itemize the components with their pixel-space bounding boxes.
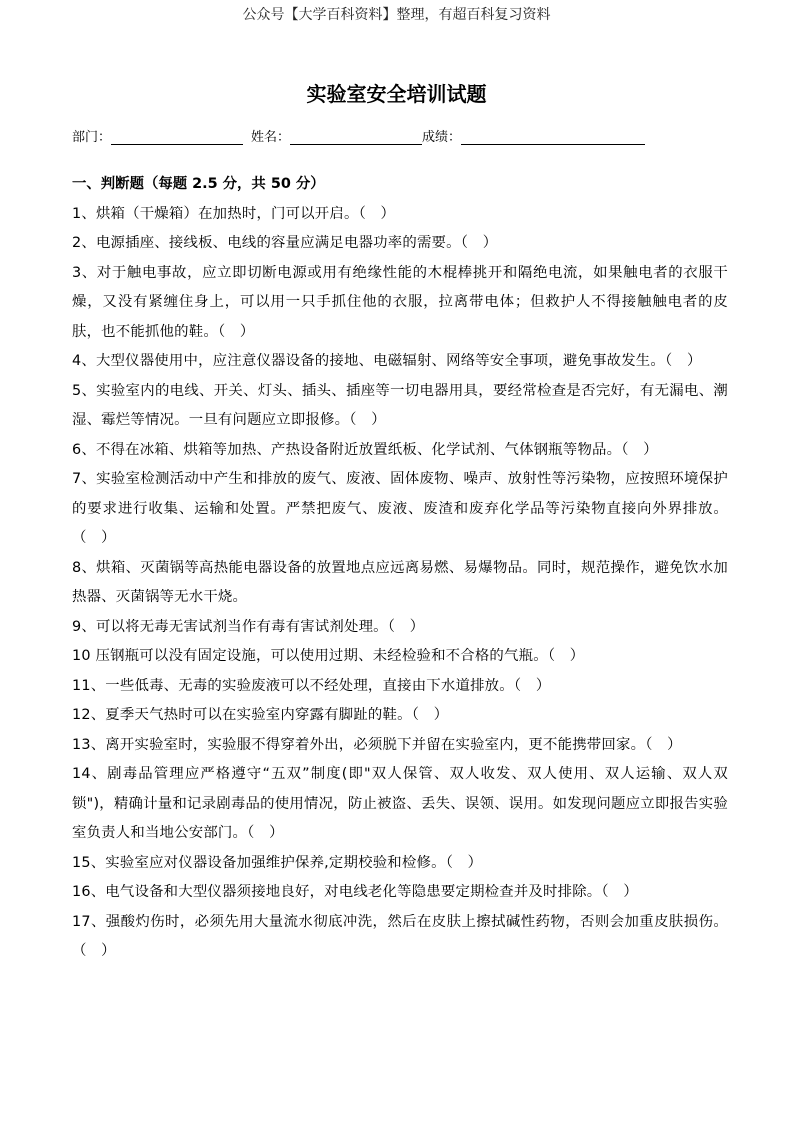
score-field[interactable] — [461, 128, 645, 145]
question-item: 14、剧毒品管理应严格遵守“五双”制度(即"双人保管、双人收发、双人使用、双人运输、双人双锁")，精确计量和记录剧毒品的使用情况，防止被盗、丢失、误领、误用。如发现问题应立即报告实验室负责人和当地公安部门。（ ） — [72, 766, 728, 841]
question-item: 1、烘箱（干燥箱）在加热时，门可以开启。（ ） — [72, 205, 396, 222]
question-item: 3、对于触电事故，应立即切断电源或用有绝缘性能的木棍棒挑开和隔绝电流，如果触电者的衣服干燥，又没有紧缠住身上，可以用一只手抓住他的衣服，拉离带电体；但救护人不得接触触电者的皮肤，也不能抓他的鞋。（ ） — [72, 264, 728, 340]
question-item: 16、电气设备和大型仪器须接地良好，对电线老化等隐患要定期检查并及时排除。（ ） — [72, 884, 638, 900]
header-note: 公众号【大学百科资料】整理，有超百科复习资料 — [242, 7, 551, 23]
department-field[interactable] — [111, 128, 243, 145]
department-label: 部门： — [72, 130, 112, 145]
question-item: 4、大型仪器使用中，应注意仪器设备的接地、电磁辐射、网络等安全事项，避免事故发生。（ ） — [72, 353, 702, 369]
question-item: 9、可以将无毒无害试剂当作有毒有害试剂处理。（ ） — [72, 618, 425, 635]
question-item: 10 压钢瓶可以没有固定设施，可以使用过期、未经检验和不合格的气瓶。（ ） — [72, 648, 585, 664]
question-item: 12、夏季天气热时可以在实验室内穿露有脚趾的鞋。（ ） — [72, 707, 449, 723]
question-section — [72, 170, 728, 967]
question-item: 6、不得在冰箱、烘箱等加热、产热设备附近放置纸板、化学试剂、气体钢瓶等物品。（ ） — [72, 441, 658, 458]
question-item: 13、离开实验室时，实验服不得穿着外出，必须脱下并留在实验室内，更不能携带回家。（ ） — [72, 736, 682, 753]
question-item: 15、实验室应对仪器设备加强维护保养,定期校验和检修。（ ） — [72, 854, 483, 871]
score-label: 成绩： — [422, 130, 462, 145]
question-item: 7、实验室检测活动中产生和排放的废气、废液、固体废物、噪声、放射性等污染物，应按照环境保护的要求进行收集、运输和处置。严禁把废气、废液、废渣和废弃化学品等污染物直接向外界排放。（ ） — [72, 471, 728, 546]
question-item: 8、烘箱、灭菌锅等高热能电器设备的放置地点应远离易燃、易爆物品。同时，规范操作，避免饮水加热器、灭菌锅等无水干烧。 — [72, 559, 728, 605]
section-heading: 一、判断题（每题 2.5 分，共 50 分） — [72, 176, 325, 192]
question-item: 11、一些低毒、无毒的实验废液可以不经处理，直接由下水道排放。（ ） — [72, 677, 551, 694]
name-field[interactable] — [290, 128, 422, 145]
question-item: 5、实验室内的电线、开关、灯头、插头、插座等一切电器用具，要经常检查是否完好，有无漏电、潮湿、霉烂等情况。一旦有问题应立即报修。（ ） — [72, 382, 728, 428]
page-title: 实验室安全培训试题 — [306, 82, 487, 106]
name-label: 姓名： — [251, 130, 291, 145]
info-row — [72, 126, 712, 145]
question-item: 17、强酸灼伤时，必须先用大量流水彻底冲洗，然后在皮肤上擦拭碱性药物，否则会加重皮肤损伤。（ ） — [72, 913, 728, 959]
question-item: 2、电源插座、接线板、电线的容量应满足电器功率的需要。（ ） — [72, 235, 498, 251]
